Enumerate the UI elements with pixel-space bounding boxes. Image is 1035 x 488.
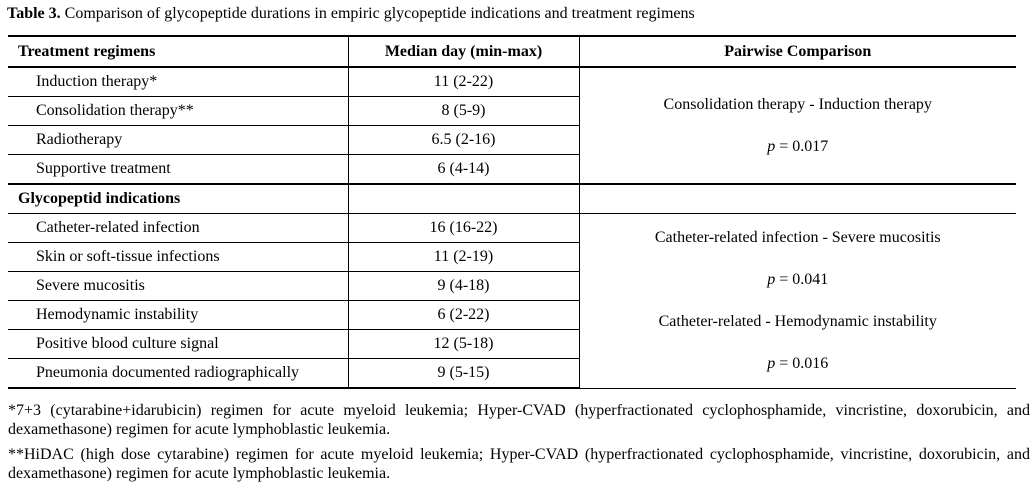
empty-cell [348, 184, 579, 214]
footnote-2: **HiDAC (high dose cytarabine) regimen for acute myeloid leukemia; Hyper-CVAD (hyperfractionated cyclophosphamide, vincristine, doxorubicin, and dexamethasone) regimen for acute lymphoblastic leukemia. [8, 446, 1030, 482]
regimen-median: 6.5 (2-16) [348, 126, 579, 155]
indication-name: Skin or soft-tissue infections [8, 243, 348, 272]
table-header-row [8, 36, 1016, 67]
p-label: p [767, 270, 776, 288]
indication-name: Hemodynamic instability [8, 301, 348, 330]
indication-name: Severe mucositis [8, 272, 348, 301]
indication-median: 6 (2-22) [348, 301, 579, 330]
p-label: p [767, 354, 776, 372]
comparison-table [8, 35, 1016, 389]
indication-name: Pneumonia documented radiographically [8, 359, 348, 389]
header-treatment-regimens: Treatment regimens [8, 36, 348, 67]
comparison-p-value [580, 137, 1017, 157]
indication-median: 16 (16-22) [348, 214, 579, 243]
header-pairwise-comparison: Pairwise Comparison [579, 36, 1016, 67]
regimen-name: Induction therapy* [8, 67, 348, 97]
header-median-day: Median day (min-max) [348, 36, 579, 67]
table-row [8, 214, 1016, 243]
indication-comparison-cell [579, 214, 1016, 389]
indication-name: Catheter-related infection [8, 214, 348, 243]
indication-median: 9 (4-18) [348, 272, 579, 301]
indication-median: 9 (5-15) [348, 359, 579, 389]
indication-name: Positive blood culture signal [8, 330, 348, 359]
p-value: = 0.017 [779, 137, 829, 155]
indications-section-header: Glycopeptid indications [8, 184, 348, 214]
comparison-pair: Catheter-related infection - Severe mucositis [654, 228, 941, 246]
p-label: p [767, 137, 776, 155]
regimen-name: Supportive treatment [8, 155, 348, 185]
caption-label: Table 3. [7, 5, 61, 22]
p-value: = 0.016 [779, 354, 829, 372]
regimen-median: 11 (2-22) [348, 67, 579, 97]
footnote-1: *7+3 (cytarabine+idarubicin) regimen for acute myeloid leukemia; Hyper-CVAD (hyperfractionated cyclophosphamide, vincristine, doxorubicin, and dexamethasone) regimen for acute lymphoblastic leukemia. [8, 402, 1030, 438]
p-value: = 0.041 [779, 270, 829, 288]
comparison-pair: Catheter-related - Hemodynamic instability [658, 312, 937, 330]
comparison-pair: Consolidation therapy - Induction therapy [663, 95, 932, 113]
table-row [8, 67, 1016, 97]
regimen-name: Consolidation therapy** [8, 97, 348, 126]
caption-text: Comparison of glycopeptide durations in empiric glycopeptide indications and treatment regimens [64, 5, 695, 22]
table-caption [7, 4, 695, 24]
regimen-median: 8 (5-9) [348, 97, 579, 126]
regimen-comparison-cell [579, 67, 1016, 184]
empty-cell [579, 184, 1016, 214]
section-header-row [8, 184, 1016, 214]
comparison-p-value [580, 270, 1017, 290]
regimen-name: Radiotherapy [8, 126, 348, 155]
indication-median: 12 (5-18) [348, 330, 579, 359]
comparison-p-value [580, 354, 1017, 374]
indication-median: 11 (2-19) [348, 243, 579, 272]
footnotes [8, 401, 1030, 483]
regimen-median: 6 (4-14) [348, 155, 579, 185]
